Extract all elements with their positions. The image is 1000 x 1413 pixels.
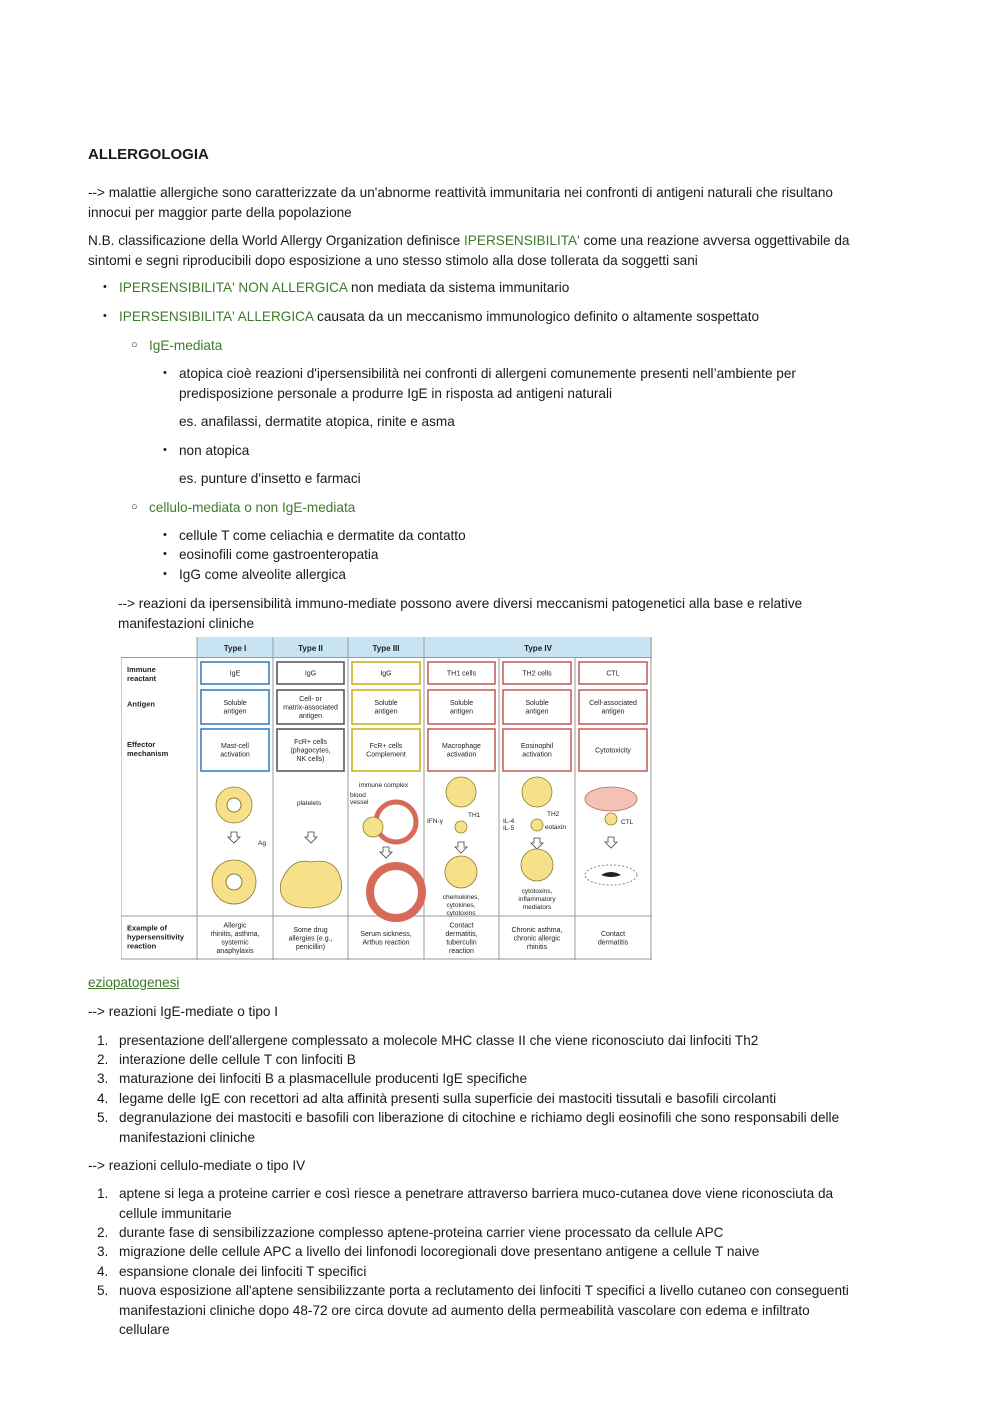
row-label: reactant xyxy=(127,674,157,683)
row-label: Example of xyxy=(127,923,168,933)
example-text: Chronic asthma, xyxy=(511,926,563,934)
cell-text: (phagocytes, xyxy=(290,747,331,755)
list-number: 2. xyxy=(97,1225,109,1240)
example-text: Arthus reaction xyxy=(362,939,410,947)
type-header: Type I xyxy=(223,644,247,653)
list-item: non atopica xyxy=(179,443,250,458)
row-label: Antigen xyxy=(127,699,155,709)
bullet-icon: • xyxy=(163,367,167,379)
cell-text: Macrophage xyxy=(442,743,481,751)
cell-text: Complement xyxy=(366,751,406,759)
example-text: es. punture d'insetto e farmaci xyxy=(179,471,361,486)
nucleus xyxy=(227,798,241,812)
list-number: 3. xyxy=(97,1244,109,1259)
cell-text: Cell- or xyxy=(299,695,322,703)
label-ifn: IFN-γ xyxy=(427,818,443,825)
list-item: eosinofili come gastroenteropatia xyxy=(179,547,379,562)
label-th2: TH2 xyxy=(547,811,560,818)
label-ag: Ag xyxy=(258,840,266,847)
list-item: atopica cioè reazioni d'ipersensibilità nei confronti di allergeni comunemente presenti nell’ambiente per predisposizione personale a produrre IgE in risposta ad antigeni naturali xyxy=(179,366,796,401)
example-text: Some drug xyxy=(293,926,328,934)
list-item: legame delle IgE con recettori ad alta affinità presenti sulla superficie dei mastociti tissutali e basofili circolanti xyxy=(119,1091,777,1106)
example-text: dermatitis, xyxy=(445,931,478,939)
label-platelets: platelets xyxy=(297,800,322,807)
page-title: ALLERGOLOGIA xyxy=(88,146,209,163)
label-eotaxin: eotaxin xyxy=(545,824,566,831)
example-text: allergies (e.g., xyxy=(288,935,333,943)
hypersensitivity-figure xyxy=(121,637,652,960)
cell-text: Cell-associated xyxy=(589,700,637,708)
bullet-icon: • xyxy=(103,281,107,293)
example-text: anaphylaxis xyxy=(216,948,254,956)
cell-text: Cytotoxicity xyxy=(595,747,631,755)
hypersensitivity-table-svg xyxy=(121,637,652,960)
bullet-icon: • xyxy=(103,310,107,322)
ige-heading: IgE-mediata xyxy=(149,338,223,353)
nb-term: IPERSENSIBILITA' xyxy=(464,233,580,248)
list-item: migrazione delle cellule APC a livello dei linfonodi locoregionali dove presentano antigene a cellule T naive xyxy=(119,1244,760,1259)
list-number: 1. xyxy=(97,1186,109,1201)
list-item: aptene si lega a proteine carrier e così riesce a penetrare attraverso barriera muco-cutanea dove viene riconosciuta da cellule immunitarie xyxy=(119,1186,834,1221)
row-label: Immune xyxy=(127,665,156,674)
example-text: chronic allergic xyxy=(513,935,561,943)
cell-text: FcR+ cells xyxy=(294,738,327,746)
row-label: Effector xyxy=(127,740,156,749)
bullet-icon: • xyxy=(163,548,167,560)
label-ctl: CTL xyxy=(621,819,634,826)
reazioni-note: --> reazioni da ipersensibilità immuno-mediate possono avere diversi meccanismi patogenetici alla base e relative manifestazioni cliniche xyxy=(118,596,803,631)
nb-suffix: come una reazione avversa oggettivabile da sintomi e segni riproducibili dopo esposizione a uno stesso stimolo alla dose tollerata da soggetti sani xyxy=(88,233,850,268)
example-text: dermatitis xyxy=(597,939,629,947)
circle-bullet-icon: ○ xyxy=(131,501,138,513)
circle-bullet-icon: ○ xyxy=(131,339,138,351)
list-number: 1. xyxy=(97,1033,109,1048)
label-blood: blood xyxy=(350,792,366,799)
list-item-text: non mediata da sistema immunitario xyxy=(347,280,570,295)
cell-text: Soluble xyxy=(449,700,474,708)
activated-eosinophil xyxy=(521,849,553,881)
nb-prefix: N.B. classificazione della World Allergy Organization definisce xyxy=(88,233,465,248)
label-immune-complex: immune complex xyxy=(359,782,409,789)
label-chemokines: cytokines, xyxy=(446,902,476,910)
cell-text: TH2 cells xyxy=(522,670,552,678)
example-text: tuberculin xyxy=(446,939,477,947)
label-vessel: vessel xyxy=(350,799,369,806)
label-cytotoxins: cytotoxins, xyxy=(521,888,553,896)
macrophage xyxy=(446,777,476,807)
cell-text: Soluble xyxy=(223,700,247,708)
target-cell xyxy=(585,787,637,811)
example-text: reaction xyxy=(449,948,474,956)
cell-text: antigen xyxy=(450,708,473,716)
example-text: Contact xyxy=(600,931,626,939)
cell-text: antigen xyxy=(223,708,247,716)
row-label: reaction xyxy=(127,941,157,951)
link-text[interactable]: eziopatogenesi xyxy=(88,975,180,990)
list-number: 2. xyxy=(97,1052,109,1067)
cell-text: IgE xyxy=(229,670,241,678)
list-number: 5. xyxy=(97,1283,109,1298)
example-text: penicillin) xyxy=(295,943,326,951)
ctl-cell xyxy=(605,813,617,825)
example-text: Contact xyxy=(449,922,474,930)
bullet-icon: • xyxy=(163,444,167,456)
bullet-icon: • xyxy=(163,568,167,580)
tipo4-heading: --> reazioni cellulo-mediate o tipo IV xyxy=(88,1158,306,1173)
tipo1-heading: --> reazioni IgE-mediate o tipo I xyxy=(88,1004,279,1019)
bullet-icon: • xyxy=(163,529,167,541)
example-text: Serum sickness, xyxy=(360,931,412,939)
label-th1: TH1 xyxy=(468,812,481,819)
list-item: presentazione dell'allergene complessato a molecole MHC classe II che viene riconosciuto dai linfociti Th2 xyxy=(119,1033,759,1048)
eziopatogenesi-link[interactable] xyxy=(88,973,179,993)
label-chemokines: cytotoxins xyxy=(446,910,476,918)
small-cell xyxy=(363,817,383,837)
example-text: es. anafilassi, dermatite atopica, rinite e asma xyxy=(179,414,455,429)
label-cytotoxins: inflammatory xyxy=(518,896,556,904)
list-item: maturazione dei linfociti B a plasmacellule producenti IgE specifiche xyxy=(119,1071,528,1086)
type-header: Type III xyxy=(372,644,400,653)
row-label: mechanism xyxy=(127,749,169,758)
cell-text: FcR+ cells xyxy=(369,743,403,751)
list-item-text: causata da un meccanismo immunologico definito o altamente sospettato xyxy=(313,309,760,324)
nb-paragraph xyxy=(88,231,863,270)
list-number: 3. xyxy=(97,1071,109,1086)
example-text: systemic xyxy=(221,939,249,947)
cell-text: Eosinophil xyxy=(520,743,554,751)
row-label: hypersensitivity xyxy=(127,932,185,942)
list-item: durante fase di sensibilizzazione complesso aptene-proteina carrier viene processato da cellule APC xyxy=(119,1225,724,1240)
list-item xyxy=(119,278,569,298)
cell-text: activation xyxy=(446,751,477,759)
cell-text: Mast-cell xyxy=(220,743,250,751)
cell-text: activation xyxy=(522,751,552,759)
cell-text: matrix-associated xyxy=(283,704,338,712)
cell-heading: cellulo-mediata o non IgE-mediata xyxy=(149,500,356,515)
list-item: cellule T come celiachia e dermatite da contatto xyxy=(179,528,466,543)
phagocyte xyxy=(280,861,341,908)
cell-text: Soluble xyxy=(374,700,398,708)
list-item: IgG come alveolite allergica xyxy=(179,567,346,582)
type-header: Type IV xyxy=(524,644,552,653)
list-item: nuova esposizione all'aptene sensibilizzante porta a reclutamento dei linfociti T specifici a livello cutaneo con conseguenti manifestazioni cliniche dopo 48-72 ore circa dovute ad aumento della permeabilità vascolare con edema e infiltrato cellulare xyxy=(119,1283,849,1337)
figure-background xyxy=(121,637,652,960)
label-cytotoxins: mediators xyxy=(522,904,552,912)
list-item: degranulazione dei mastociti e basofili con liberazione di citochine e richiamo degli eosinofili che sono responsabili delle manifestazioni cliniche xyxy=(119,1110,840,1145)
cell-text: IgG xyxy=(304,670,317,678)
example-text: Allergic xyxy=(223,922,247,930)
cell-text: Soluble xyxy=(525,700,549,708)
intro-paragraph: --> malattie allergiche sono caratterizzate da un'abnorme reattività immunitaria nei confronti di antigeni naturali che risultano innocui per maggior parte della popolazione xyxy=(88,185,833,220)
list-number: 5. xyxy=(97,1110,109,1125)
t-cell xyxy=(455,821,467,833)
t-cell xyxy=(531,819,543,831)
cell-text: antigen xyxy=(525,708,549,716)
nucleus xyxy=(226,874,242,890)
cell-text: antigen xyxy=(601,708,625,716)
label-il5: IL-5 xyxy=(503,825,515,832)
list-item xyxy=(119,307,759,327)
header-divider xyxy=(121,657,652,658)
label-il4: IL-4 xyxy=(503,818,515,825)
list-item: interazione delle cellule T con linfociti B xyxy=(119,1052,356,1067)
list-number: 4. xyxy=(97,1264,109,1279)
example-text: rhinitis, asthma, xyxy=(210,931,260,939)
cell-text: antigen xyxy=(299,712,322,720)
list-item-term: IPERSENSIBILITA' NON ALLERGICA xyxy=(119,280,348,295)
activated-macrophage xyxy=(445,856,477,888)
cell-text: activation xyxy=(220,751,250,759)
example-text: rhinitis xyxy=(526,943,548,951)
cell-text: TH1 cells xyxy=(446,670,477,678)
cell-text: CTL xyxy=(606,670,620,678)
list-number: 4. xyxy=(97,1091,109,1106)
list-item-term: IPERSENSIBILITA' ALLERGICA xyxy=(119,309,314,324)
cell-text: NK cells) xyxy=(296,755,325,763)
label-chemokines: chemokines, xyxy=(442,894,480,902)
list-item: espansione clonale dei linfociti T specifici xyxy=(119,1264,367,1279)
cell-text: IgG xyxy=(380,670,392,678)
eosinophil xyxy=(522,777,552,807)
cell-text: antigen xyxy=(374,708,398,716)
type-header: Type II xyxy=(298,644,323,653)
